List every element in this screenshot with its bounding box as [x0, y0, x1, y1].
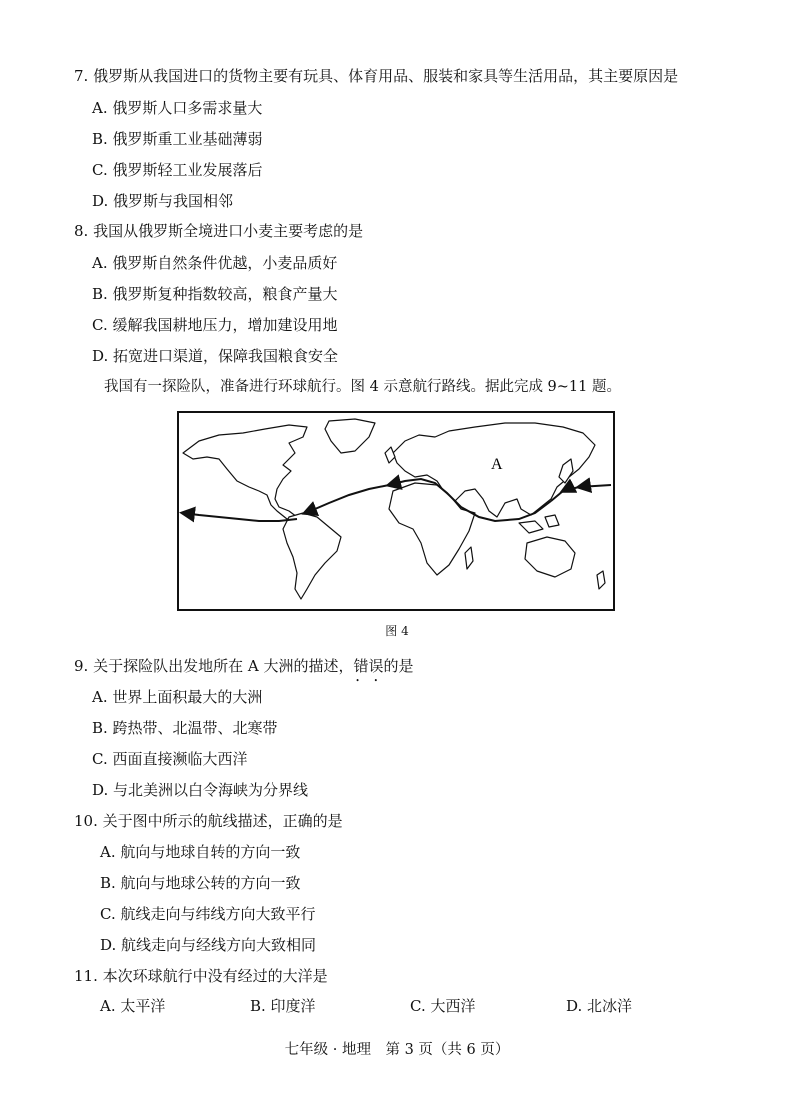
question-10-option-d: D. 航线走向与经线方向大致相同	[100, 936, 317, 954]
route-pacific-exit	[183, 513, 297, 521]
world-route-map	[179, 413, 613, 609]
madagascar-landmass	[465, 547, 473, 569]
north-america-landmass	[183, 425, 307, 519]
question-7-stem: 7. 俄罗斯从我国进口的货物主要有玩具、体育用品、服装和家具等生活用品，其主要原因是	[74, 67, 679, 85]
question-11-options	[0, 996, 794, 1016]
new-zealand-landmass	[597, 571, 605, 589]
question-9-emphasis: 错误 • •	[353, 657, 383, 675]
question-9-option-b: B. 跨热带、北温带、北寒带	[92, 719, 278, 737]
question-9-stem-suffix: 的是	[383, 657, 414, 675]
question-9-stem	[74, 656, 413, 676]
question-9-stem-prefix: 9. 关于探险队出发地所在 A 大洲的描述，	[74, 657, 354, 675]
continent-label-a: A	[491, 456, 503, 473]
south-america-landmass	[283, 513, 341, 599]
question-8-stem: 8. 我国从俄罗斯全境进口小麦主要考虑的是	[74, 222, 364, 240]
passage-intro: 我国有一探险队，准备进行环球航行。图 4 示意航行路线。据此完成 9~11 题。	[104, 379, 621, 395]
question-11-option-c: C. 大西洋	[410, 997, 476, 1015]
page-footer: 七年级 · 地理 第 3 页（共 6 页）	[284, 1042, 510, 1058]
question-7-option-c: C. 俄罗斯轻工业发展落后	[92, 161, 263, 179]
question-7-option-b: B. 俄罗斯重工业基础薄弱	[92, 130, 263, 148]
question-10-option-b: B. 航向与地球公转的方向一致	[100, 874, 301, 892]
question-8-option-d: D. 拓宽进口渠道，保障我国粮食安全	[92, 347, 339, 365]
britain-landmass	[385, 447, 395, 463]
question-10-option-a: A. 航向与地球自转的方向一致	[100, 843, 301, 861]
question-8-option-a: A. 俄罗斯自然条件优越，小麦品质好	[92, 254, 338, 272]
question-9-option-d: D. 与北美洲以白令海峡为分界线	[92, 781, 309, 799]
route-atlantic	[305, 485, 389, 513]
question-8-option-c: C. 缓解我国耕地压力，增加建设用地	[92, 316, 338, 334]
question-9-option-c: C. 西面直接濒临大西洋	[92, 750, 248, 768]
world-map-figure	[177, 411, 615, 611]
question-7-option-d: D. 俄罗斯与我国相邻	[92, 192, 234, 210]
route-pacific-entry	[551, 485, 611, 501]
figure-caption: 图 4	[385, 624, 409, 638]
question-10-option-c: C. 航线走向与纬线方向大致平行	[100, 905, 316, 923]
australia-landmass	[525, 537, 575, 577]
question-7-option-a: A. 俄罗斯人口多需求量大	[92, 99, 263, 117]
question-11-option-d: D. 北冰洋	[566, 997, 633, 1015]
question-8-option-b: B. 俄罗斯复种指数较高，粮食产量大	[92, 285, 338, 303]
question-11-option-a: A. 太平洋	[100, 997, 166, 1015]
africa-landmass	[389, 483, 475, 575]
question-11-stem: 11. 本次环球航行中没有经过的大洋是	[74, 967, 328, 985]
southeast-asia-islands	[519, 521, 543, 533]
question-10-stem: 10. 关于图中所示的航线描述，正确的是	[74, 812, 343, 830]
greenland-landmass	[325, 419, 375, 453]
question-11-option-b: B. 印度洋	[250, 997, 316, 1015]
question-9-option-a: A. 世界上面积最大的大洲	[92, 688, 263, 706]
